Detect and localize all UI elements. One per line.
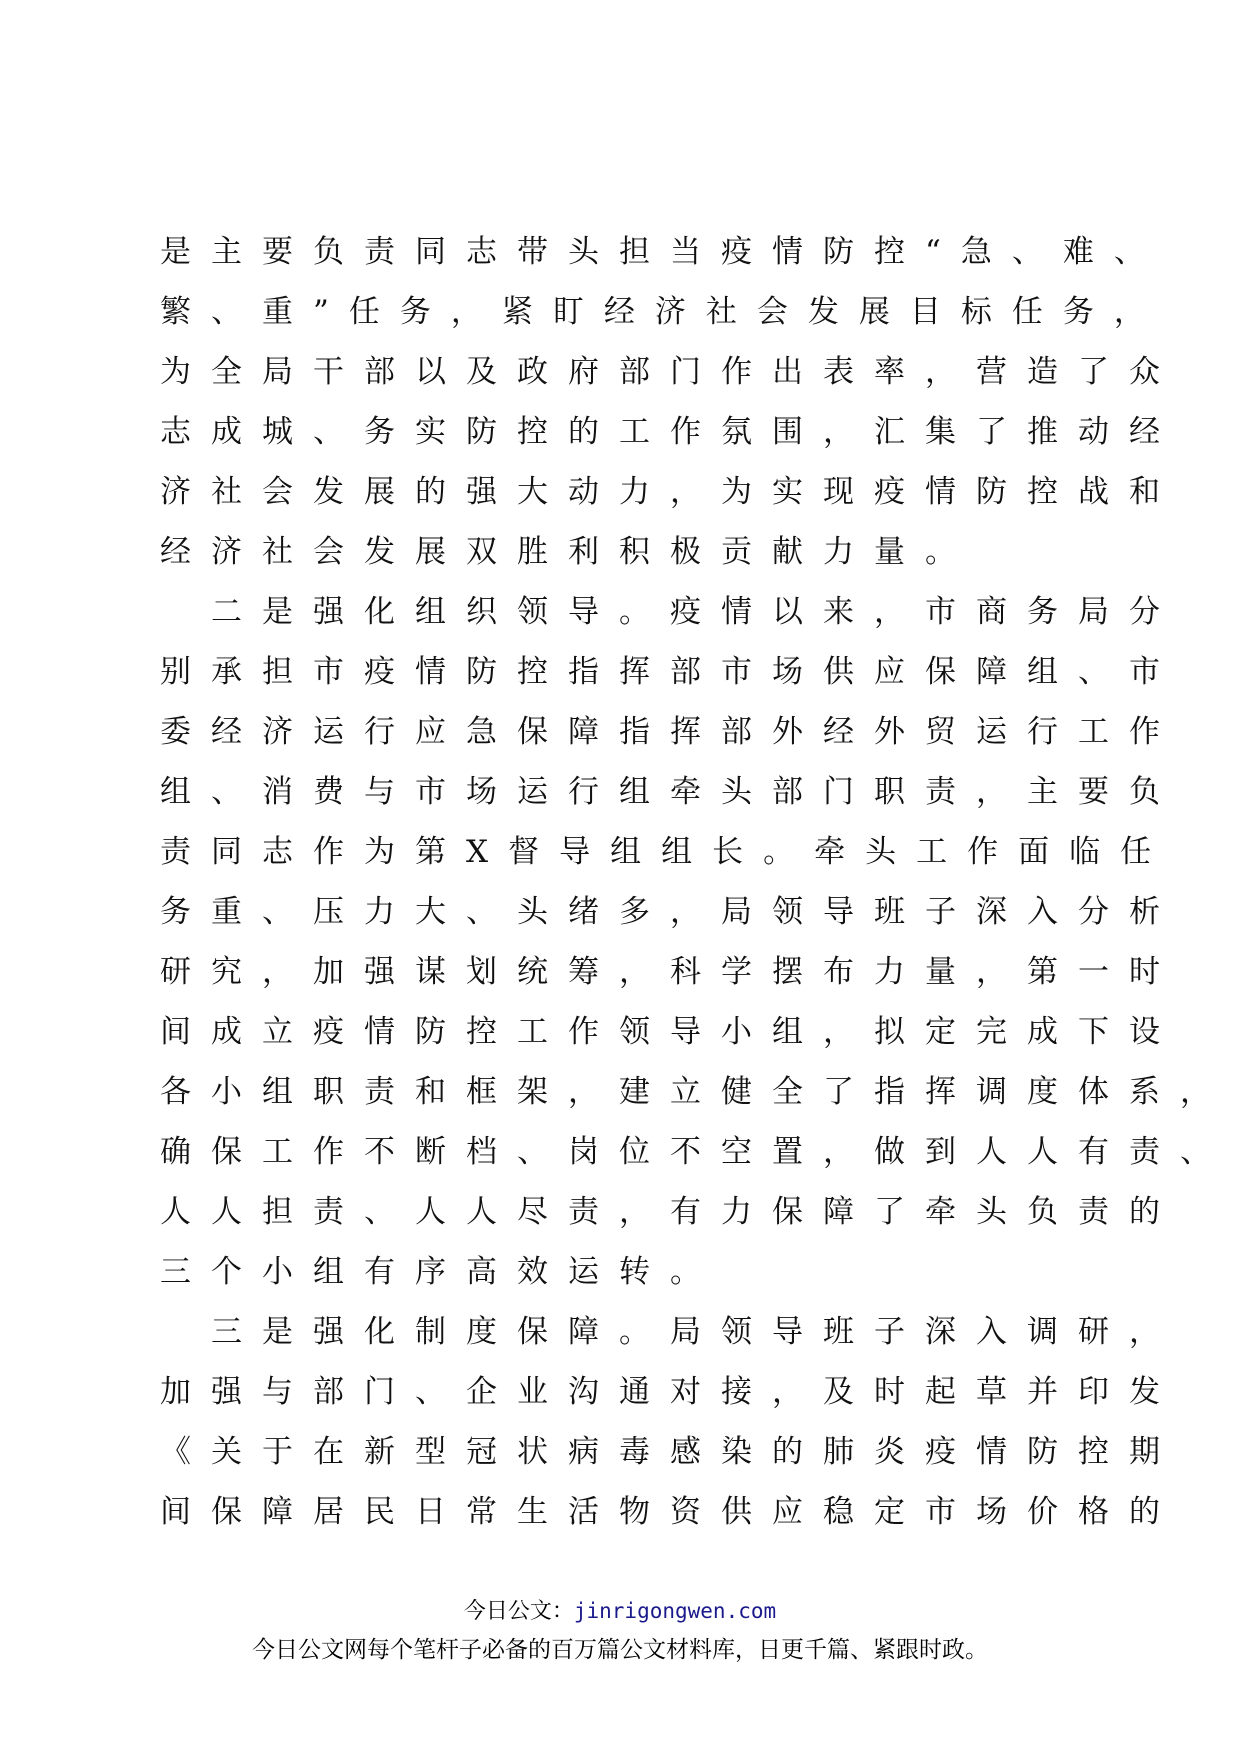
text-line: 《关于在新型冠状病毒感染的肺炎疫情防控期 bbox=[160, 1434, 1180, 1470]
text-line: 繁、重”任务，紧盯经济社会发展目标任务， bbox=[160, 294, 1165, 330]
text-line: 间保障居民日常生活物资供应稳定市场价格的 bbox=[160, 1494, 1180, 1530]
text-line: 三是强化制度保障。局领导班子深入调研， bbox=[160, 1314, 1180, 1350]
text-line: 人人担责、人人尽责，有力保障了牵头负责的 bbox=[160, 1194, 1180, 1230]
text-line: 间成立疫情防控工作领导小组，拟定完成下设 bbox=[160, 1014, 1180, 1050]
text-line: 委经济运行应急保障指挥部外经外贸运行工作 bbox=[160, 714, 1180, 750]
text-line: 志成城、务实防控的工作氛围，汇集了推动经 bbox=[160, 414, 1180, 450]
text-line: 确保工作不断档、岗位不空置，做到人人有责、 bbox=[160, 1134, 1231, 1170]
text-line: 研究，加强谋划统筹，科学摆布力量，第一时 bbox=[160, 954, 1180, 990]
text-line: 是主要负责同志带头担当疫情防控“急、难、 bbox=[160, 234, 1165, 270]
document-body bbox=[160, 222, 1231, 1542]
text-line: 各小组职责和框架，建立健全了指挥调度体系， bbox=[160, 1074, 1231, 1110]
text-line: 三个小组有序高效运转。 bbox=[160, 1254, 721, 1290]
text-line: 加强与部门、企业沟通对接，及时起草并印发 bbox=[160, 1374, 1180, 1410]
text-line: 责同志作为第X督导组组长。牵头工作面临任 bbox=[160, 834, 1172, 870]
footer-slogan: 今日公文网每个笔杆子必备的百万篇公文材料库，日更千篇、紧跟时政。 bbox=[252, 1637, 988, 1663]
text-line: 别承担市疫情防控指挥部市场供应保障组、市 bbox=[160, 654, 1180, 690]
text-line: 务重、压力大、头绪多，局领导班子深入分析 bbox=[160, 894, 1180, 930]
text-line: 经济社会发展双胜利积极贡献力量。 bbox=[160, 534, 976, 570]
text-line: 为全局干部以及政府部门作出表率，营造了众 bbox=[160, 354, 1180, 390]
footer-site-line bbox=[0, 1595, 1240, 1628]
footer-site-link[interactable]: jinrigongwen.com bbox=[573, 1599, 777, 1623]
text-line: 二是强化组织领导。疫情以来，市商务局分 bbox=[160, 594, 1180, 630]
text-line: 组、消费与市场运行组牵头部门职责，主要负 bbox=[160, 774, 1180, 810]
footer-site-label: 今日公文： bbox=[463, 1599, 574, 1624]
text-line: 济社会发展的强大动力，为实现疫情防控战和 bbox=[160, 474, 1180, 510]
